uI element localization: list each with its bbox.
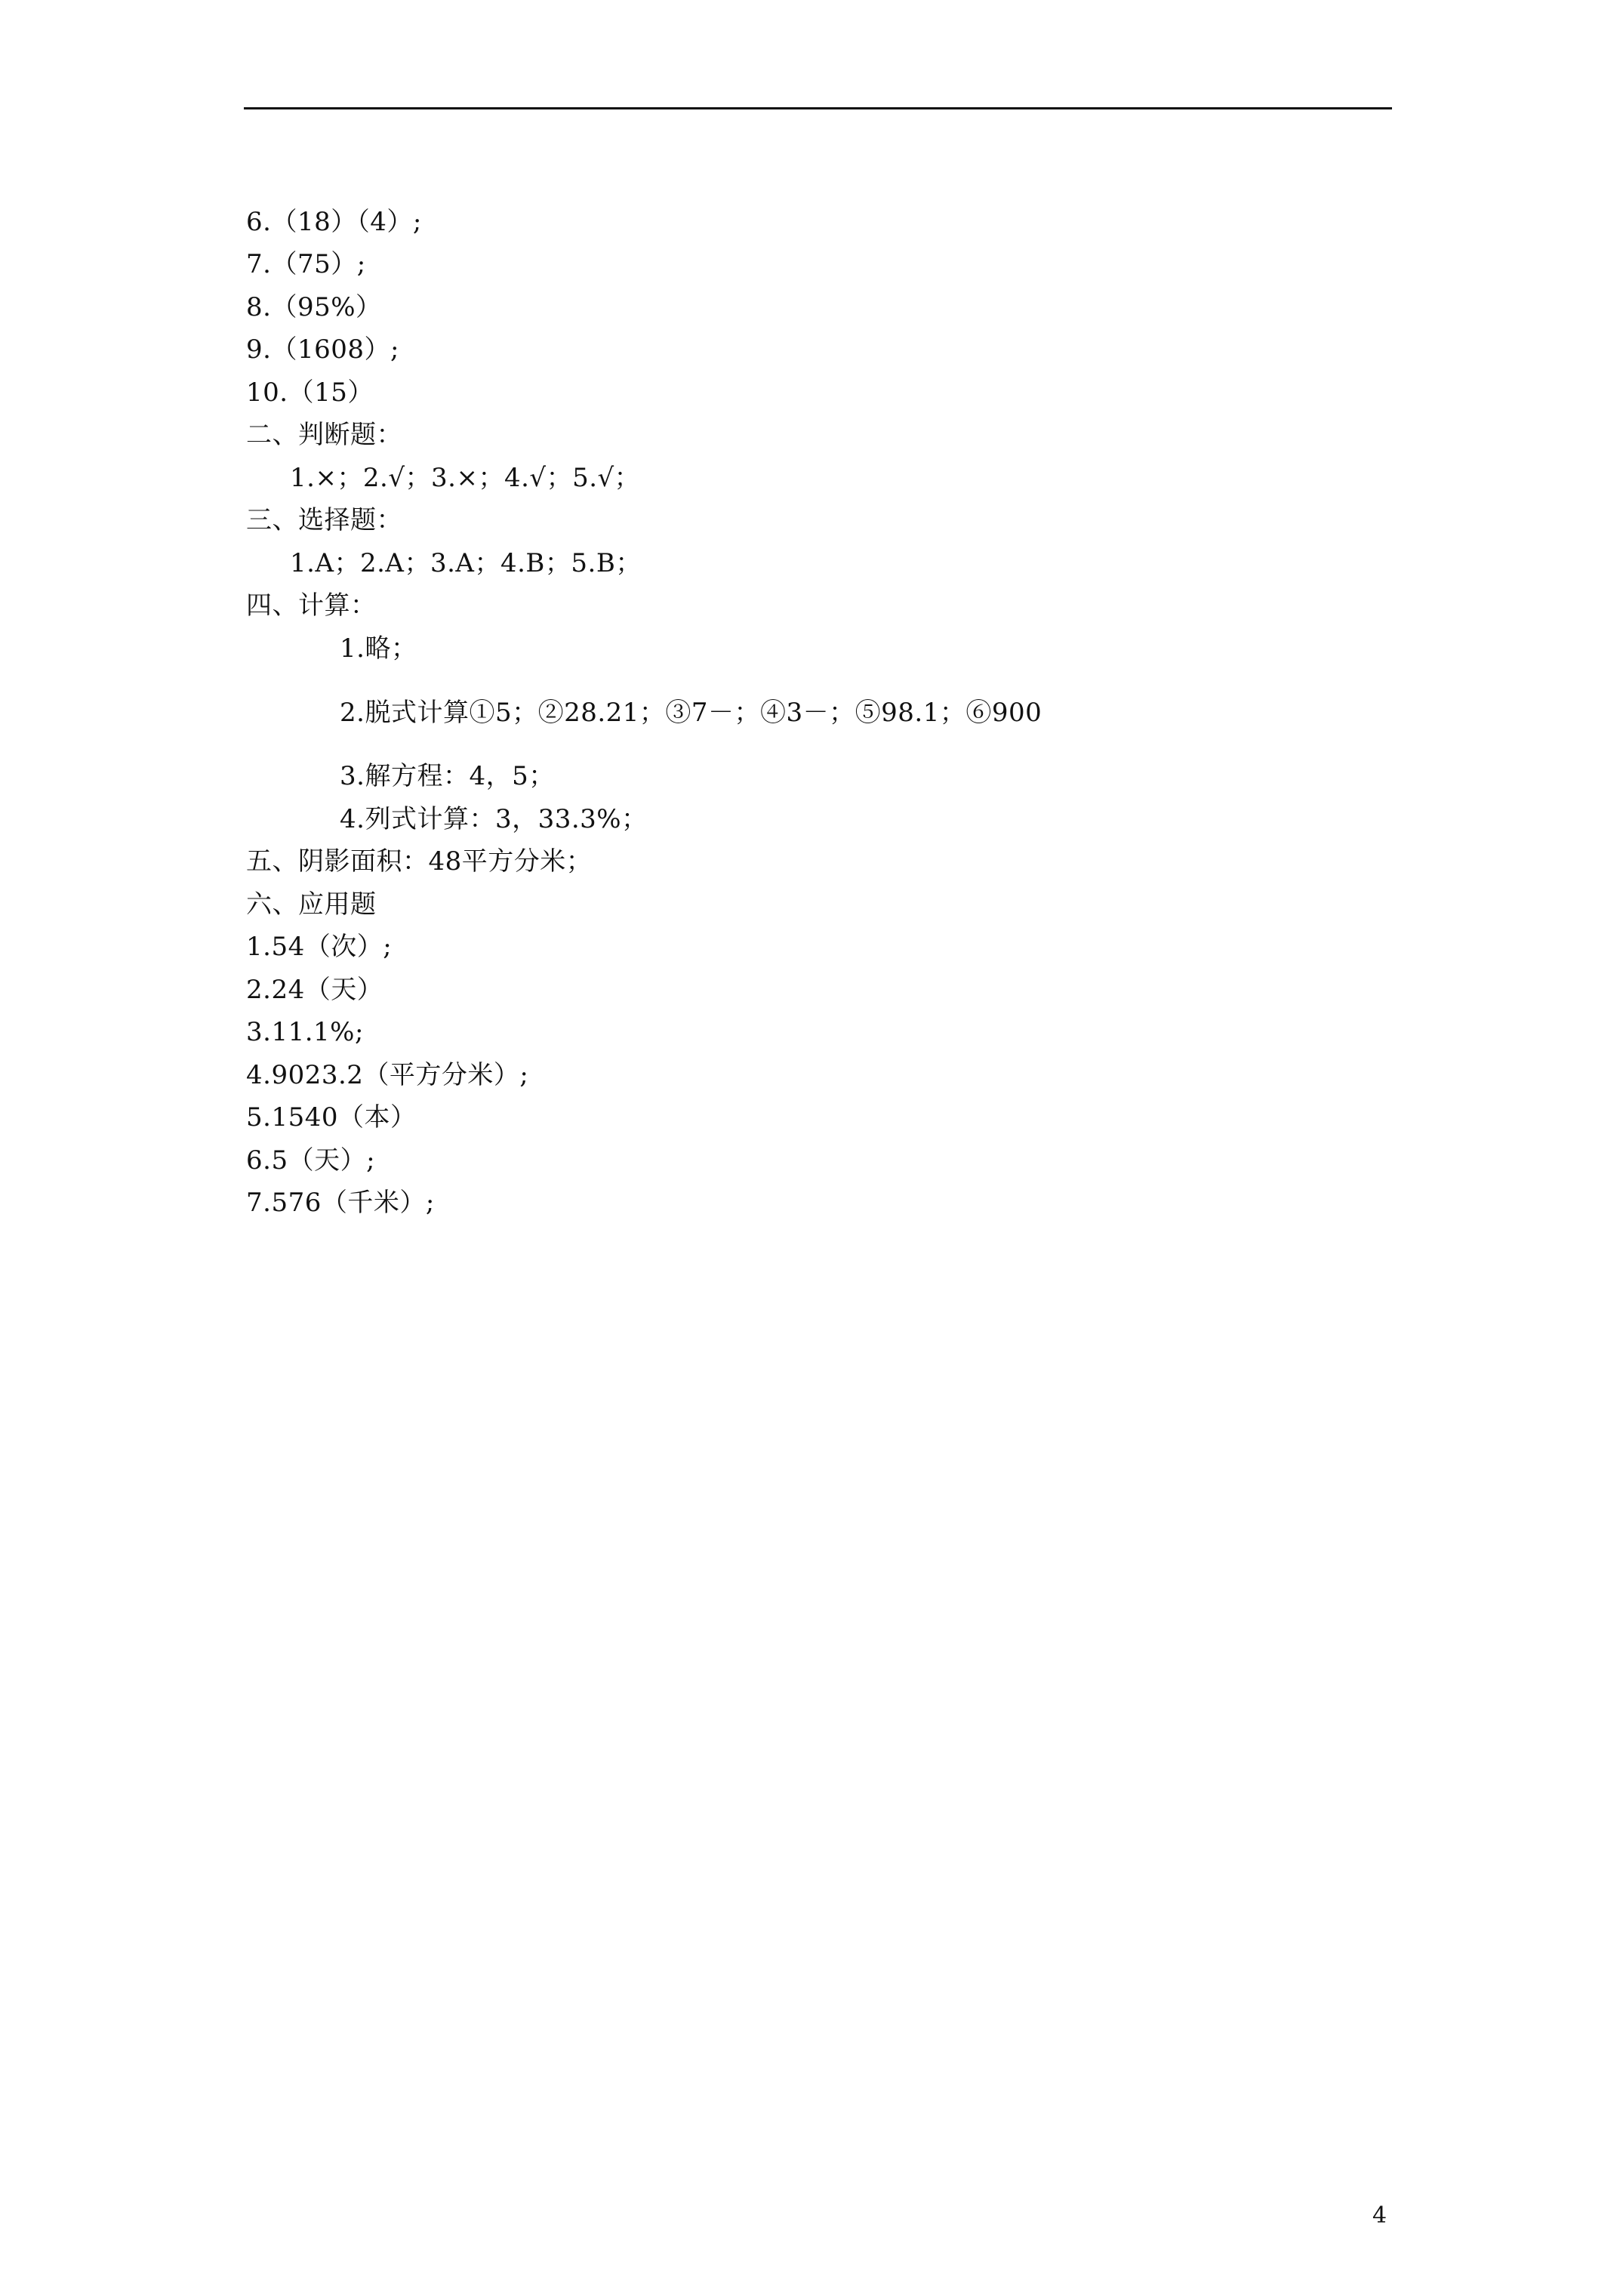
application-answer-4: 4.9023.2（平方分米）; xyxy=(246,1060,529,1090)
application-answer-3: 3.11.1%; xyxy=(246,1017,364,1047)
answer-fill-6: 6.（18）（4）; xyxy=(246,207,422,237)
application-answer-1: 1.54（次）; xyxy=(246,932,393,962)
section-heading-shaded-area: 五、阴影面积：48平方分米； xyxy=(246,846,593,877)
application-answer-7: 7.576（千米）; xyxy=(246,1188,435,1218)
page-number: 4 xyxy=(1372,2202,1387,2229)
answer-fill-8: 8.（95%） xyxy=(246,292,382,322)
calculation-item-3: 3.解方程：4，5； xyxy=(340,761,555,791)
section-heading-choice: 三、选择题： xyxy=(246,505,402,535)
answer-fill-7: 7.（75）; xyxy=(246,249,366,279)
section-heading-applications: 六、应用题 xyxy=(246,889,377,920)
section-heading-calculation: 四、计算： xyxy=(246,590,377,621)
choice-answers: 1.A；2.A；3.A；4.B；5.B； xyxy=(290,548,642,578)
calculation-item-1: 1.略； xyxy=(340,633,417,664)
answer-fill-10: 10.（15） xyxy=(246,378,374,408)
application-answer-6: 6.5（天）; xyxy=(246,1145,376,1176)
judgement-answers: 1.×；2.√；3.×；4.√；5.√； xyxy=(290,463,641,493)
answer-fill-9: 9.（1608）; xyxy=(246,334,399,365)
application-answer-5: 5.1540（本） xyxy=(246,1102,417,1133)
calculation-item-4: 4.列式计算：3，33.3%； xyxy=(340,804,648,834)
calculation-item-2: 2.脱式计算①5；②28.21；③7－；④3－；⑤98.1；⑥900 xyxy=(340,698,1042,728)
section-heading-judgement: 二、判断题： xyxy=(246,420,402,450)
application-answer-2: 2.24（天） xyxy=(246,975,383,1005)
header-rule xyxy=(244,107,1392,109)
